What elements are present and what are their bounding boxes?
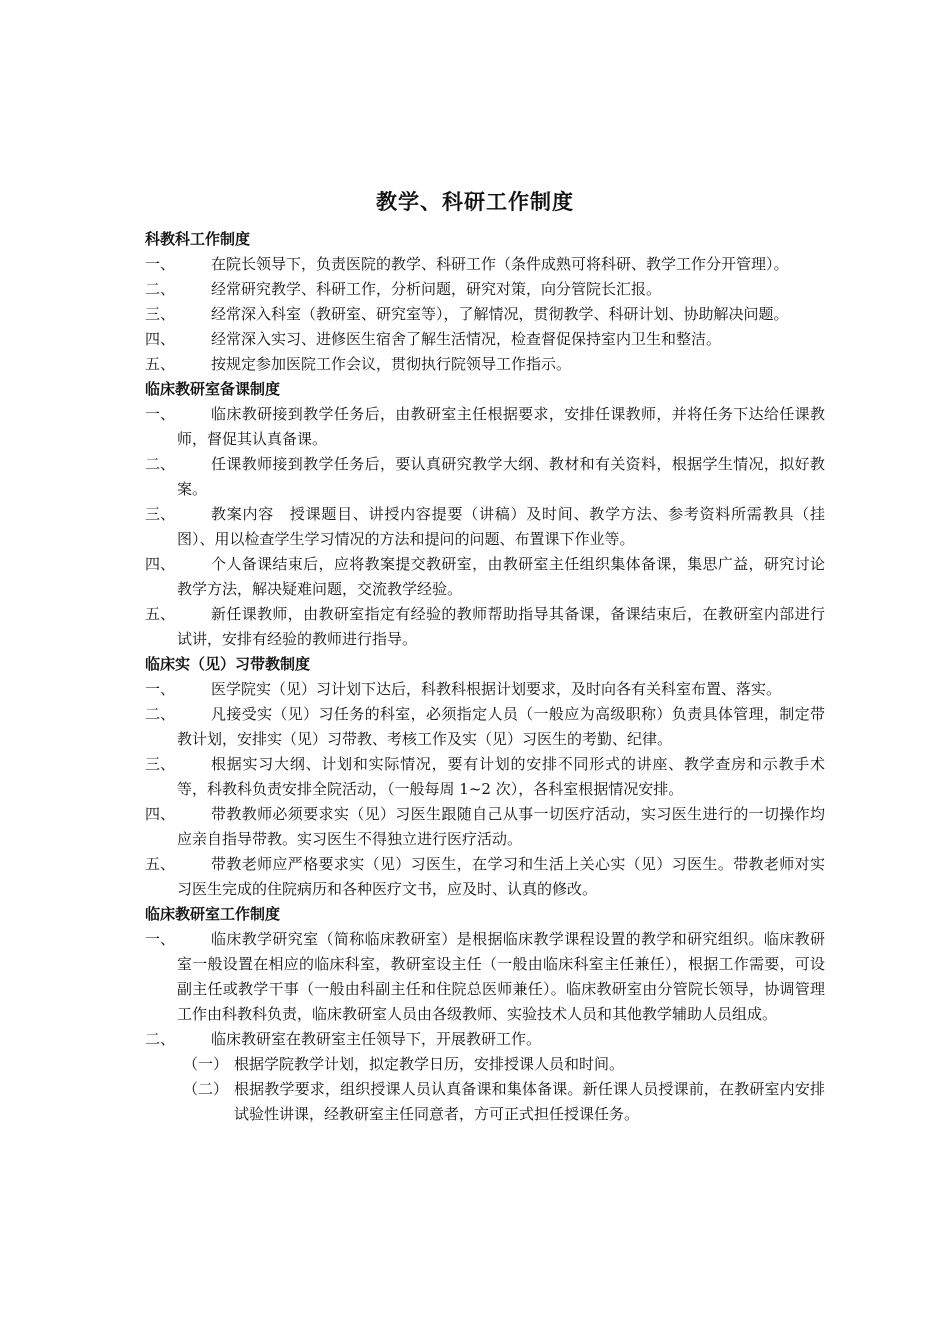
item-text: 临床教学研究室（简称临床教研室）是根据临床教学课程设置的教学和研究组织。临床教研室一般设置在相应的临床科室，教研室设主任（一般由临床科室主任兼任），根据工作需要，可设副主任或教学干事（一般由科副主任和住院总医师兼任）。临床教研室由分管院长领导，协调管理工作由科教科负责，临床教研室人员由各级教师、实验技术人员和其他教学辅助人员组成。 [177, 930, 825, 1023]
item-number: 四、 [145, 555, 176, 573]
sub-item-number: （一） [183, 1055, 229, 1073]
item-text: 带教老师应严格要求实（见）习医生，在学习和生活上关心实（见）习医生。带教老师对实习医生完成的住院病历和各种医疗文书，应及时、认真的修改。 [177, 855, 825, 898]
item-number: 一、 [145, 930, 176, 948]
item-number: 三、 [145, 305, 176, 323]
section-heading: 临床实（见）习带教制度 [145, 655, 311, 673]
list-item [145, 927, 825, 1027]
item-text: 临床教研接到教学任务后，由教研室主任根据要求，安排任课教师，并将任务下达给任课教师，督促其认真备课。 [177, 405, 825, 448]
sub-item-text: 根据教学要求，组织授课人员认真备课和集体备课。新任课人员授课前，在教研室内安排试验性讲课，经教研室主任同意者，方可正式担任授课任务。 [234, 1080, 825, 1123]
item-text: 经常深入科室（教研室、研究室等），了解情况，贯彻教学、科研计划、协助解决问题。 [211, 305, 789, 323]
list-item [145, 502, 825, 552]
item-number: 二、 [145, 280, 176, 298]
item-number: 五、 [145, 355, 176, 373]
sub-item-number: （二） [183, 1080, 229, 1098]
item-text: 按规定参加医院工作会议，贯彻执行院领导工作指示。 [211, 355, 572, 373]
list-item [145, 552, 825, 602]
item-number: 一、 [145, 255, 176, 273]
list-item [145, 852, 825, 902]
item-text: 教案内容 授课题目、讲授内容提要（讲稿）及时间、教学方法、参考资料所需教具（挂图）、用以检查学生学习情况的方法和提问的问题、布置课下作业等。 [177, 505, 825, 548]
list-item [145, 1027, 825, 1052]
document-body [145, 227, 825, 1127]
item-number: 四、 [145, 330, 176, 348]
sub-item-text: 根据学院教学计划，拟定教学日历，安排授课人员和时间。 [234, 1055, 625, 1073]
list-item [145, 602, 825, 652]
item-text: 带教教师必须要求实（见）习医生跟随自己从事一切医疗活动，实习医生进行的一切操作均应亲自指导带教。实习医生不得独立进行医疗活动。 [177, 805, 825, 848]
document-title: 教学、科研工作制度 [376, 189, 574, 214]
list-item [145, 327, 825, 352]
item-number: 三、 [145, 755, 176, 773]
item-text: 经常深入实习、进修医生宿舍了解生活情况，检查督促保持室内卫生和整洁。 [211, 330, 722, 348]
item-text: 新任课教师，由教研室指定有经验的教师帮助指导其备课，备课结束后，在教研室内部进行试讲，安排有经验的教师进行指导。 [177, 605, 825, 648]
item-text: 经常研究教学、科研工作，分析问题，研究对策，向分管院长汇报。 [211, 280, 662, 298]
sub-list-item [145, 1077, 825, 1127]
item-number: 五、 [145, 605, 176, 623]
list-item [145, 352, 825, 377]
list-item [145, 277, 825, 302]
item-text: 凡接受实（见）习任务的科室，必须指定人员（一般应为高级职称）负责具体管理，制定带教计划，安排实（见）习带教、考核工作及实（见）习医生的考勤、纪律。 [177, 705, 825, 748]
item-number: 二、 [145, 455, 176, 473]
list-item [145, 302, 825, 327]
item-number: 五、 [145, 855, 176, 873]
item-text: 在院长领导下，负责医院的教学、科研工作（条件成熟可将科研、教学工作分开管理）。 [211, 255, 789, 273]
list-item [145, 702, 825, 752]
item-number: 一、 [145, 405, 176, 423]
item-text: 医学院实（见）习计划下达后，科教科根据计划要求，及时向各有关科室布置、落实。 [211, 680, 782, 698]
section-internship-teaching [145, 652, 825, 902]
section-clinical-teaching-office [145, 902, 825, 1127]
section-lesson-prep [145, 377, 825, 652]
item-text: 任课教师接到教学任务后，要认真研究教学大纲、教材和有关资料，根据学生情况，拟好教案。 [177, 455, 825, 498]
section-heading: 科教科工作制度 [145, 230, 251, 248]
list-item [145, 252, 825, 277]
sub-list-item [145, 1052, 825, 1077]
section-heading: 临床教研室备课制度 [145, 380, 281, 398]
item-number: 四、 [145, 805, 176, 823]
item-number: 二、 [145, 705, 176, 723]
item-text: 个人备课结束后，应将教案提交教研室，由教研室主任组织集体备课，集思广益，研究讨论教学方法，解决疑难问题，交流教学经验。 [177, 555, 825, 598]
section-heading: 临床教研室工作制度 [145, 905, 281, 923]
item-number: 二、 [145, 1030, 176, 1048]
item-text: 临床教研室在教研室主任领导下，开展教研工作。 [211, 1030, 542, 1048]
item-text: 根据实习大纲、计划和实际情况，要有计划的安排不同形式的讲座、教学查房和示教手术等，科教科负责安排全院活动，（一般每周 1~2 次），各科室根据情况安排。 [177, 755, 825, 798]
item-number: 一、 [145, 680, 176, 698]
list-item [145, 452, 825, 502]
section-keji-work [145, 227, 825, 377]
list-item [145, 677, 825, 702]
list-item [145, 402, 825, 452]
item-number: 三、 [145, 505, 176, 523]
list-item [145, 752, 825, 802]
list-item [145, 802, 825, 852]
